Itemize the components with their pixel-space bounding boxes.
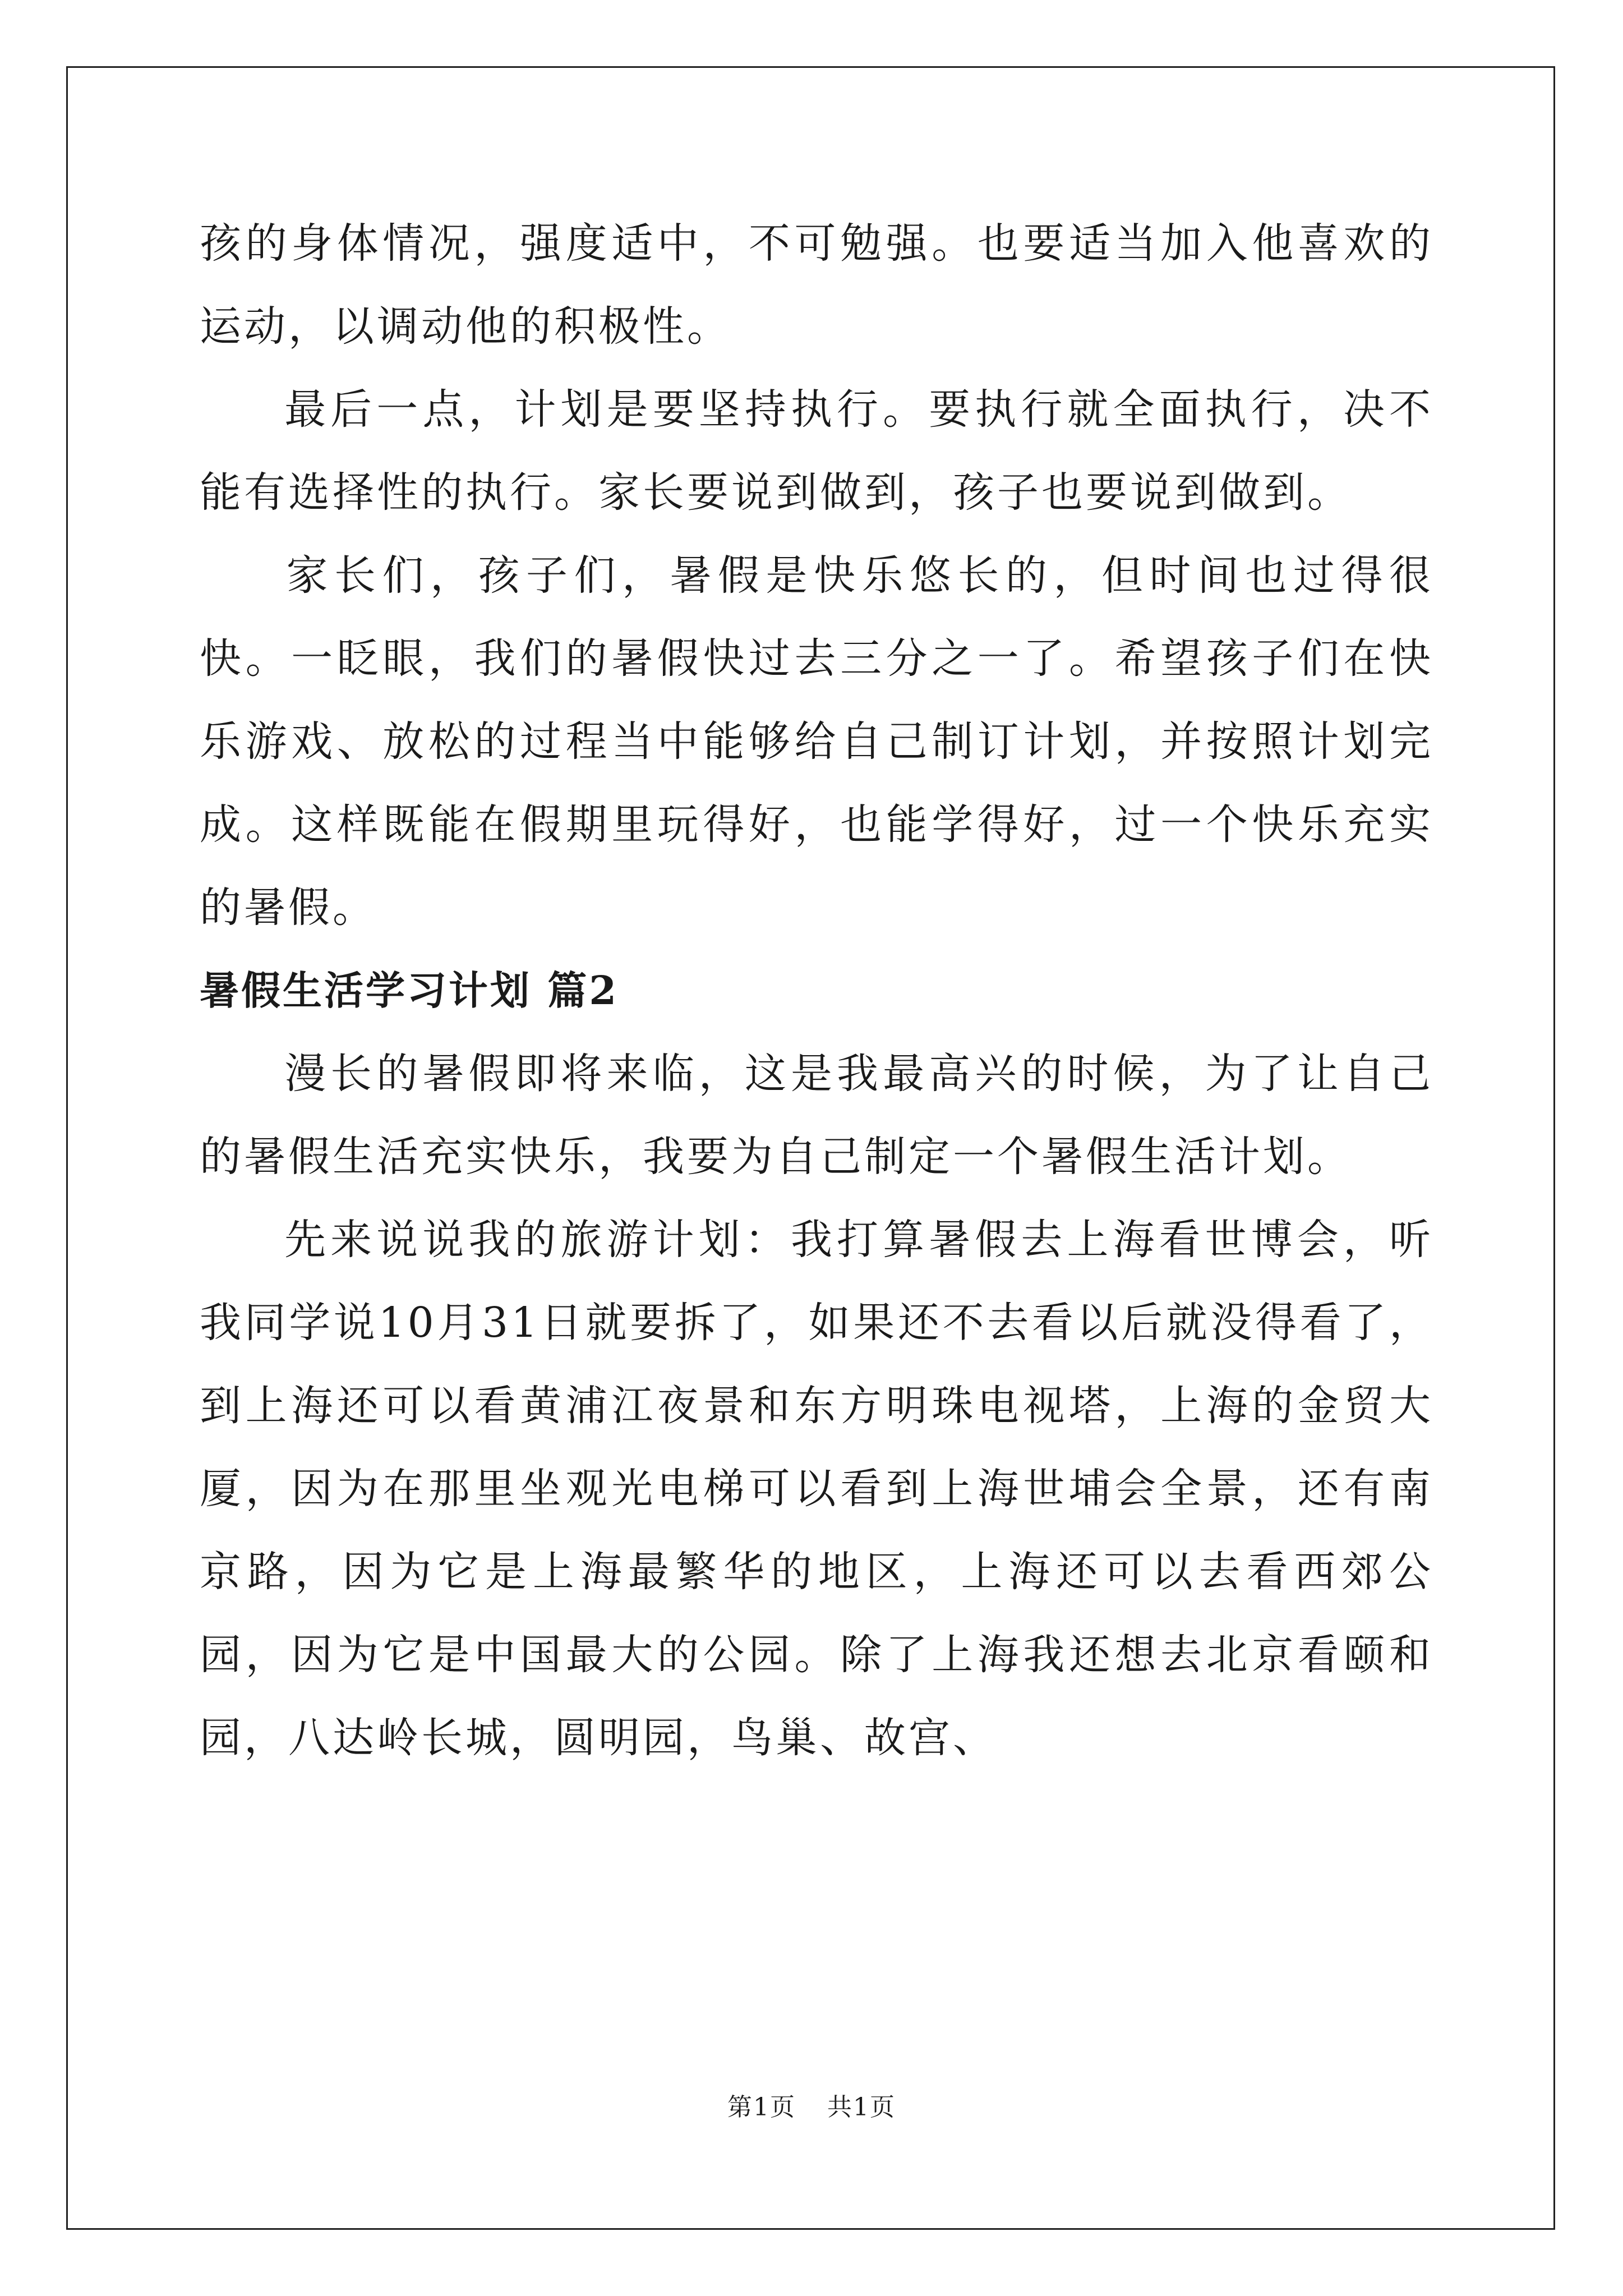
section-heading: 暑假生活学习计划 篇2 bbox=[200, 967, 619, 1014]
page-footer bbox=[0, 2087, 1623, 2123]
paragraph-1-text: 孩的身体情况，强度适中，不可勉强。也要适当加入他喜欢的运动，以调动他的积极性。 bbox=[200, 219, 1433, 351]
paragraph-1 bbox=[200, 202, 1433, 368]
paragraph-2-text: 最后一点，计划是要坚持执行。要执行就全面执行，决不能有选择性的执行。家长要说到做到，孩子也要说到做到。 bbox=[200, 385, 1433, 517]
paragraph-2 bbox=[200, 368, 1433, 534]
page-total: 共1页 bbox=[827, 2093, 896, 2122]
document-body bbox=[200, 202, 1433, 1779]
paragraph-4 bbox=[200, 1032, 1433, 1198]
paragraph-5 bbox=[200, 1198, 1433, 1779]
paragraph-4-text: 漫长的暑假即将来临，这是我最高兴的时候，为了让自己的暑假生活充实快乐，我要为自己制定一个暑假生活计划。 bbox=[200, 1050, 1433, 1181]
page-number: 第1页 bbox=[727, 2093, 796, 2122]
paragraph-5-text: 先来说说我的旅游计划：我打算暑假去上海看世博会，听我同学说10月31日就要拆了，如果还不去看以后就没得看了，到上海还可以看黄浦江夜景和东方明珠电视塔，上海的金贸大厦，因为在那里坐观光电梯可以看到上海世埔会全景，还有南京路，因为它是上海最繁华的地区，上海还可以去看西郊公园，因为它是中国最大的公园。除了上海我还想去北京看颐和园，八达岭长城，圆明园，鸟巢、故宫、 bbox=[200, 1216, 1433, 1762]
paragraph-3-text: 家长们，孩子们，暑假是快乐悠长的，但时间也过得很快。一眨眼，我们的暑假快过去三分之一了。希望孩子们在快乐游戏、放松的过程当中能够给自己制订计划，并按照计划完成。这样既能在假期里玩得好，也能学得好，过一个快乐充实的暑假。 bbox=[200, 551, 1433, 932]
paragraph-3 bbox=[200, 534, 1433, 949]
